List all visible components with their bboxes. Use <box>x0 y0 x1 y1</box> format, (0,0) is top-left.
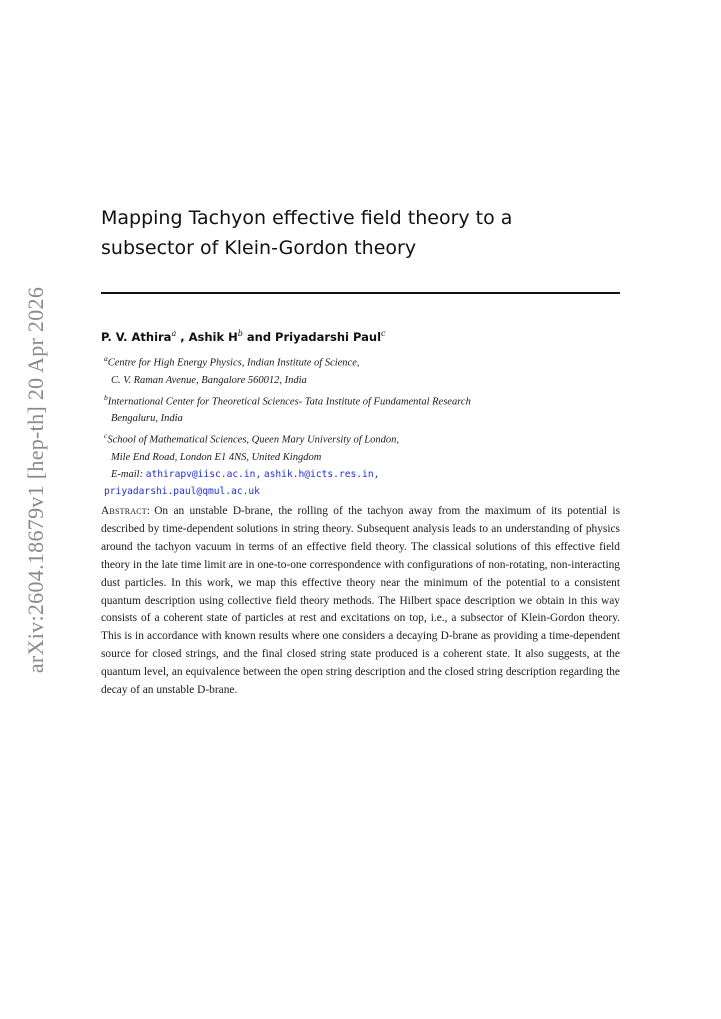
author-list <box>101 329 386 344</box>
author-2-affil-mark: b <box>237 329 243 338</box>
affiliation-a-mark: a <box>104 354 108 363</box>
affiliations <box>104 350 624 500</box>
author-1-affil-mark: a <box>171 329 177 338</box>
email-line-2 <box>104 483 624 500</box>
email-label: E-mail: <box>111 468 146 480</box>
author-3: and Priyadarshi Paul <box>242 329 382 344</box>
email-link-athira[interactable]: athirapv@iisc.ac.in, <box>145 468 262 480</box>
email-line <box>104 466 624 483</box>
affiliation-b <box>104 389 624 411</box>
affiliation-b-mark: b <box>104 392 108 402</box>
affiliation-a-line-2: C. V. Raman Avenue, Bangalore 560012, India <box>111 374 307 386</box>
paper-title <box>101 203 621 263</box>
affiliation-b-line-2: Bengaluru, India <box>111 413 183 424</box>
title-line-2: subsector of Klein-Gordon theory <box>101 237 417 259</box>
abstract-heading: Abstract: <box>101 505 151 517</box>
affiliation-c-line-2: Mile End Road, London E1 4NS, United Kingdom <box>111 451 322 463</box>
abstract <box>101 503 620 700</box>
arxiv-identifier: arXiv:2604.18679v1 [hep-th] 20 Apr 2026 <box>23 286 48 674</box>
affiliation-a-line-1: Centre for High Energy Physics, Indian Institute of Science, <box>107 357 360 369</box>
author-2: , Ashik H <box>176 329 238 344</box>
affiliation-a <box>104 350 624 372</box>
title-line-1: Mapping Tachyon effective field theory to a <box>101 207 513 229</box>
title-divider <box>101 292 620 294</box>
affiliation-b-line-1: International Center for Theoretical Sciences- Tata Institute of Fundamental Research <box>107 396 471 407</box>
email-link-ashik[interactable]: ashik.h@icts.res.in, <box>263 468 380 480</box>
abstract-text: On an unstable D-brane, the rolling of the tachyon away from the maximum of its potential is described by time-dependent solutions in string theory. Subsequent analysis leads to an understanding of physics around the tachyon vacuum in terms of an effective field theory. The classical solutions of this effective field theory in the late time limit are in one-to-one correspondence with configurations of non-rotating, non-interacting dust particles. In this work, we map this effective theory near the minimum of the potential to a consistent quantum description using collective field theory methods. The Hilbert space description we obtain in this way consists of a coherent state of particles at rest and excitations on top, i.e., a subsector of Klein-Gordon theory. This is in accordance with known results where one considers a decaying D-brane as providing a time-dependent source for closed strings, and the final closed string state produced is a coherent state. It also suggests, at the quantum level, an equivalence between the open string description and the closed string description regarding the decay of an unstable D-brane. <box>101 505 620 697</box>
affiliation-c-line-1: School of Mathematical Sciences, Queen Mary University of London, <box>107 434 399 446</box>
author-1: P. V. Athira <box>101 329 172 344</box>
affiliation-c-mark: c <box>104 431 108 440</box>
affiliation-c <box>104 427 624 449</box>
email-link-priyadarshi[interactable]: priyadarshi.paul@qmul.ac.uk <box>104 485 260 497</box>
author-3-affil-mark: c <box>381 329 386 338</box>
